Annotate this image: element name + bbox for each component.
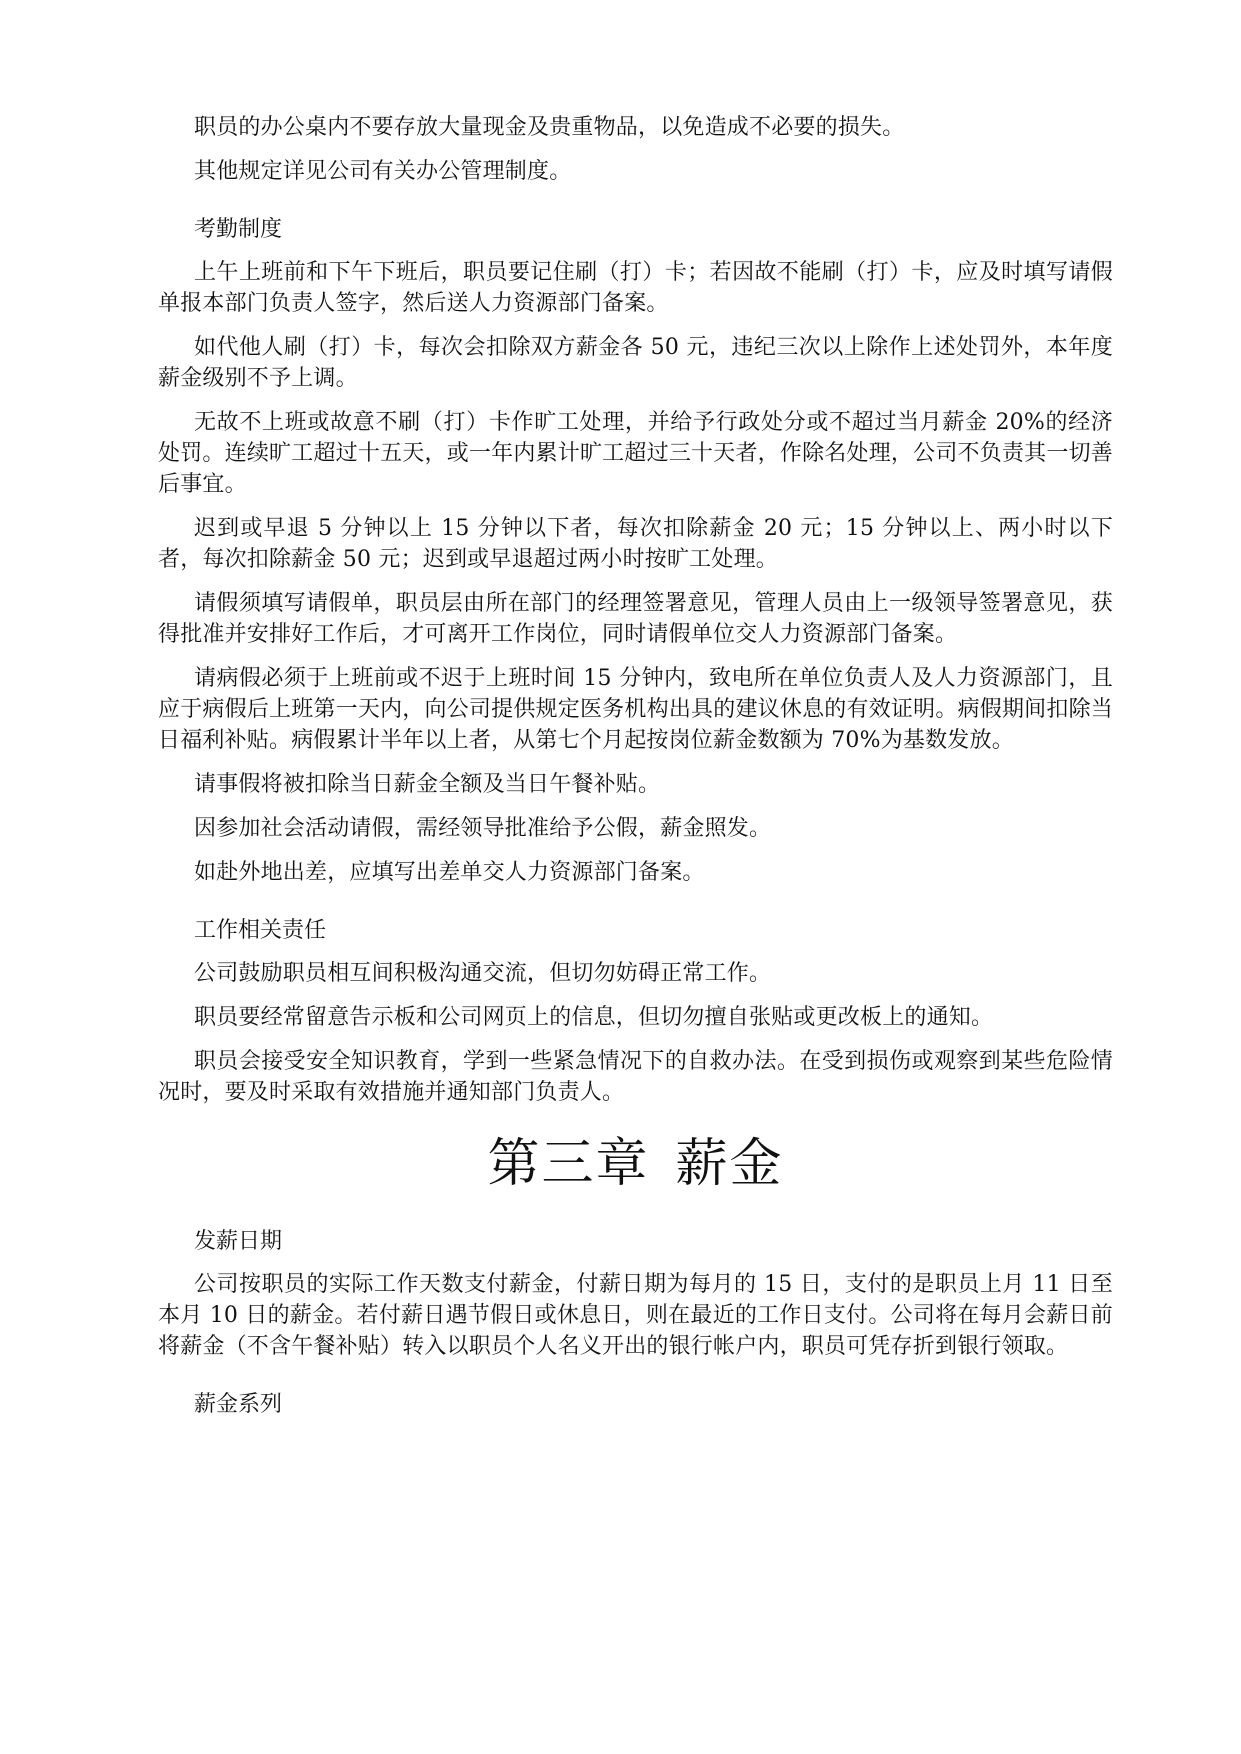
responsibility-paragraph: 公司鼓励职员相互间积极沟通交流，但切勿妨碍正常工作。	[194, 961, 772, 986]
attendance-paragraph: 请事假将被扣除当日薪金全额及当日午餐补贴。	[194, 772, 661, 797]
attendance-paragraph: 请病假必须于上班前或不迟于上班时间 15 分钟内，致电所在单位负责人及人力资源部门，且应于病假后上班第一天内，向公司提供规定医务机构出具的建议休息的有效证明。病假期间扣除当日福利补贴。病假累计半年以上者，从第七个月起按岗位薪金数额为 70%为基数发放。	[158, 666, 1113, 753]
section-heading-work-responsibility: 工作相关责任	[194, 918, 327, 943]
section-heading-attendance: 考勤制度	[194, 217, 283, 242]
office-paragraph: 职员的办公桌内不要存放大量现金及贵重物品，以免造成不必要的损失。	[194, 115, 905, 140]
pay-date-paragraph: 公司按职员的实际工作天数支付薪金，付薪日期为每月的 15 日，支付的是职员上月 11 日至本月 10 日的薪金。若付薪日遇节假日或休息日，则在最近的工作日支付。公司将在每月会薪日前将薪金（不含午餐补贴）转入以职员个人名义开出的银行帐户内，职员可凭存折到银行领取。	[158, 1272, 1113, 1359]
attendance-paragraph: 如代他人刷（打）卡，每次会扣除双方薪金各 50 元，违纪三次以上除作上述处罚外，本年度薪金级别不予上调。	[158, 335, 1113, 391]
section-heading-salary-series: 薪金系列	[194, 1392, 283, 1417]
attendance-paragraph: 请假须填写请假单，职员层由所在部门的经理签署意见，管理人员由上一级领导签署意见，获得批准并安排好工作后，才可离开工作岗位，同时请假单位交人力资源部门备案。	[158, 591, 1113, 647]
responsibility-paragraph: 职员会接受安全知识教育，学到一些紧急情况下的自救办法。在受到损伤或观察到某些危险情况时，要及时采取有效措施并通知部门负责人。	[158, 1049, 1113, 1105]
attendance-paragraph: 如赴外地出差，应填写出差单交人力资源部门备案。	[194, 860, 705, 885]
section-heading-pay-date: 发薪日期	[194, 1229, 283, 1254]
attendance-paragraph: 无故不上班或故意不刷（打）卡作旷工处理，并给予行政处分或不超过当月薪金 20%的经济处罚。连续旷工超过十五天，或一年内累计旷工超过三十天者，作除名处理，公司不负责其一切善后事宜。	[158, 410, 1113, 497]
responsibility-paragraph: 职员要经常留意告示板和公司网页上的信息，但切勿擅自张贴或更改板上的通知。	[194, 1005, 994, 1030]
page-content	[158, 112, 1113, 1432]
attendance-paragraph: 上午上班前和下午下班后，职员要记住刷（打）卡；若因故不能刷（打）卡，应及时填写请假单报本部门负责人签字，然后送人力资源部门备案。	[158, 260, 1113, 316]
attendance-paragraph: 因参加社会活动请假，需经领导批准给予公假，薪金照发。	[194, 816, 772, 841]
office-paragraph: 其他规定详见公司有关办公管理制度。	[194, 159, 572, 184]
attendance-paragraph: 迟到或早退 5 分钟以上 15 分钟以下者，每次扣除薪金 20 元；15 分钟以上、两小时以下者，每次扣除薪金 50 元；迟到或早退超过两小时按旷工处理。	[158, 516, 1113, 572]
chapter-title	[158, 1132, 1113, 1196]
chapter-number: 第三章	[487, 1134, 650, 1194]
chapter-name: 薪金	[675, 1134, 784, 1194]
